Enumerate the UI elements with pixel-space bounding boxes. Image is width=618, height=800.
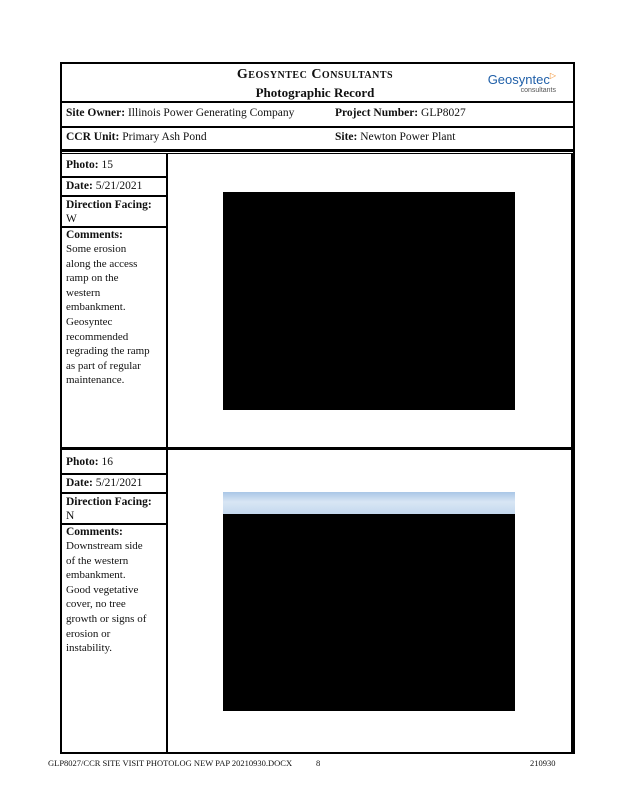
right-edge-line: [571, 153, 574, 754]
company-name: Geosyntec Consultants: [236, 67, 394, 82]
photo1-row-divider-2: [60, 195, 167, 197]
comment-line: growth or signs of: [66, 612, 147, 625]
logo-wordmark: Geosyntec: [487, 72, 550, 87]
photo1-comments-label: Comments:: [66, 229, 123, 241]
info-bottom-divider-2: [60, 153, 575, 154]
comment-line: regrading the ramp: [66, 345, 150, 358]
site-owner-value: Illinois Power Generating Company: [127, 107, 295, 119]
section-divider: [60, 447, 575, 450]
site-owner-field: [66, 107, 294, 119]
photo1-direction-value: W: [66, 213, 77, 225]
site-value: Newton Power Plant: [360, 131, 456, 143]
photo2-direction-value: N: [66, 510, 75, 522]
document-title: Photographic Record: [255, 85, 375, 100]
photo2-direction: [66, 495, 152, 523]
photo1-comments: [66, 228, 164, 388]
comment-line: Downstream side: [66, 540, 143, 552]
project-number-label: Project Number:: [335, 107, 419, 119]
logo-triangle-icon: ▷: [549, 71, 556, 80]
header-divider: [60, 101, 575, 103]
photo2-direction-label: Direction Facing:: [66, 496, 152, 508]
footer-filename: GLP8027/CCR SITE VISIT PHOTOLOG NEW PAP 20210930.DOCX: [48, 758, 293, 768]
photo1-date: [66, 179, 142, 193]
footer-code: 210930: [530, 758, 556, 768]
photo1-date-value: 5/21/2021: [95, 180, 143, 192]
site-label: Site:: [335, 131, 358, 143]
photo2-number-label: Photo:: [66, 456, 99, 468]
photo1-direction: [66, 198, 152, 226]
photo2-number: [66, 455, 113, 469]
photo2-comments: [66, 525, 164, 656]
photo1-row-divider-1: [60, 176, 167, 178]
photo2-row-divider-2: [60, 492, 167, 494]
comment-line: recommended: [66, 330, 129, 343]
photo2-image: [223, 514, 515, 711]
comment-line: maintenance.: [66, 374, 125, 387]
comment-line: embankment.: [66, 301, 126, 314]
photo1-image: [223, 192, 515, 410]
comment-line: ramp on the: [66, 272, 119, 285]
photo2-date: [66, 476, 142, 490]
comment-line: erosion or: [66, 627, 111, 640]
photo2-sky-strip: [223, 492, 515, 514]
footer-page-number: 8: [316, 758, 321, 768]
comment-line: Geosyntec: [66, 315, 113, 328]
comment-line: western: [66, 286, 101, 299]
ccr-unit-value: Primary Ash Pond: [122, 131, 207, 143]
photo2-date-value: 5/21/2021: [95, 477, 143, 489]
info-row-divider: [60, 126, 575, 128]
photo1-direction-label: Direction Facing:: [66, 199, 152, 211]
photo1-number: [66, 158, 113, 172]
comment-line: along the access: [66, 257, 138, 270]
comment-line: instability.: [66, 642, 113, 655]
comment-line: Good vegetative: [66, 583, 139, 596]
photo2-comments-label: Comments:: [66, 526, 123, 538]
info-bottom-divider: [60, 149, 575, 152]
left-column-divider: [166, 153, 168, 754]
company-logo: [484, 71, 556, 94]
photo2-number-value: 16: [101, 456, 113, 468]
site-field: [335, 131, 455, 143]
comment-line: of the western: [66, 554, 129, 567]
comment-line: Some erosion: [66, 243, 127, 255]
project-number-field: [335, 107, 466, 119]
ccr-unit-field: [66, 131, 207, 143]
photo2-row-divider-1: [60, 473, 167, 475]
comment-line: embankment.: [66, 569, 126, 582]
logo-subtitle: consultants: [520, 87, 556, 94]
photo1-comments-text: [66, 242, 164, 388]
ccr-unit-label: CCR Unit:: [66, 131, 120, 143]
photo2-comments-text: [66, 539, 164, 656]
project-number-value: GLP8027: [421, 107, 466, 119]
photo1-date-label: Date:: [66, 180, 93, 192]
photo1-number-value: 15: [101, 159, 113, 171]
site-owner-label: Site Owner:: [66, 107, 126, 119]
comment-line: cover, no tree: [66, 598, 126, 611]
photo1-number-label: Photo:: [66, 159, 99, 171]
comment-line: as part of regular: [66, 359, 141, 372]
photo2-date-label: Date:: [66, 477, 93, 489]
